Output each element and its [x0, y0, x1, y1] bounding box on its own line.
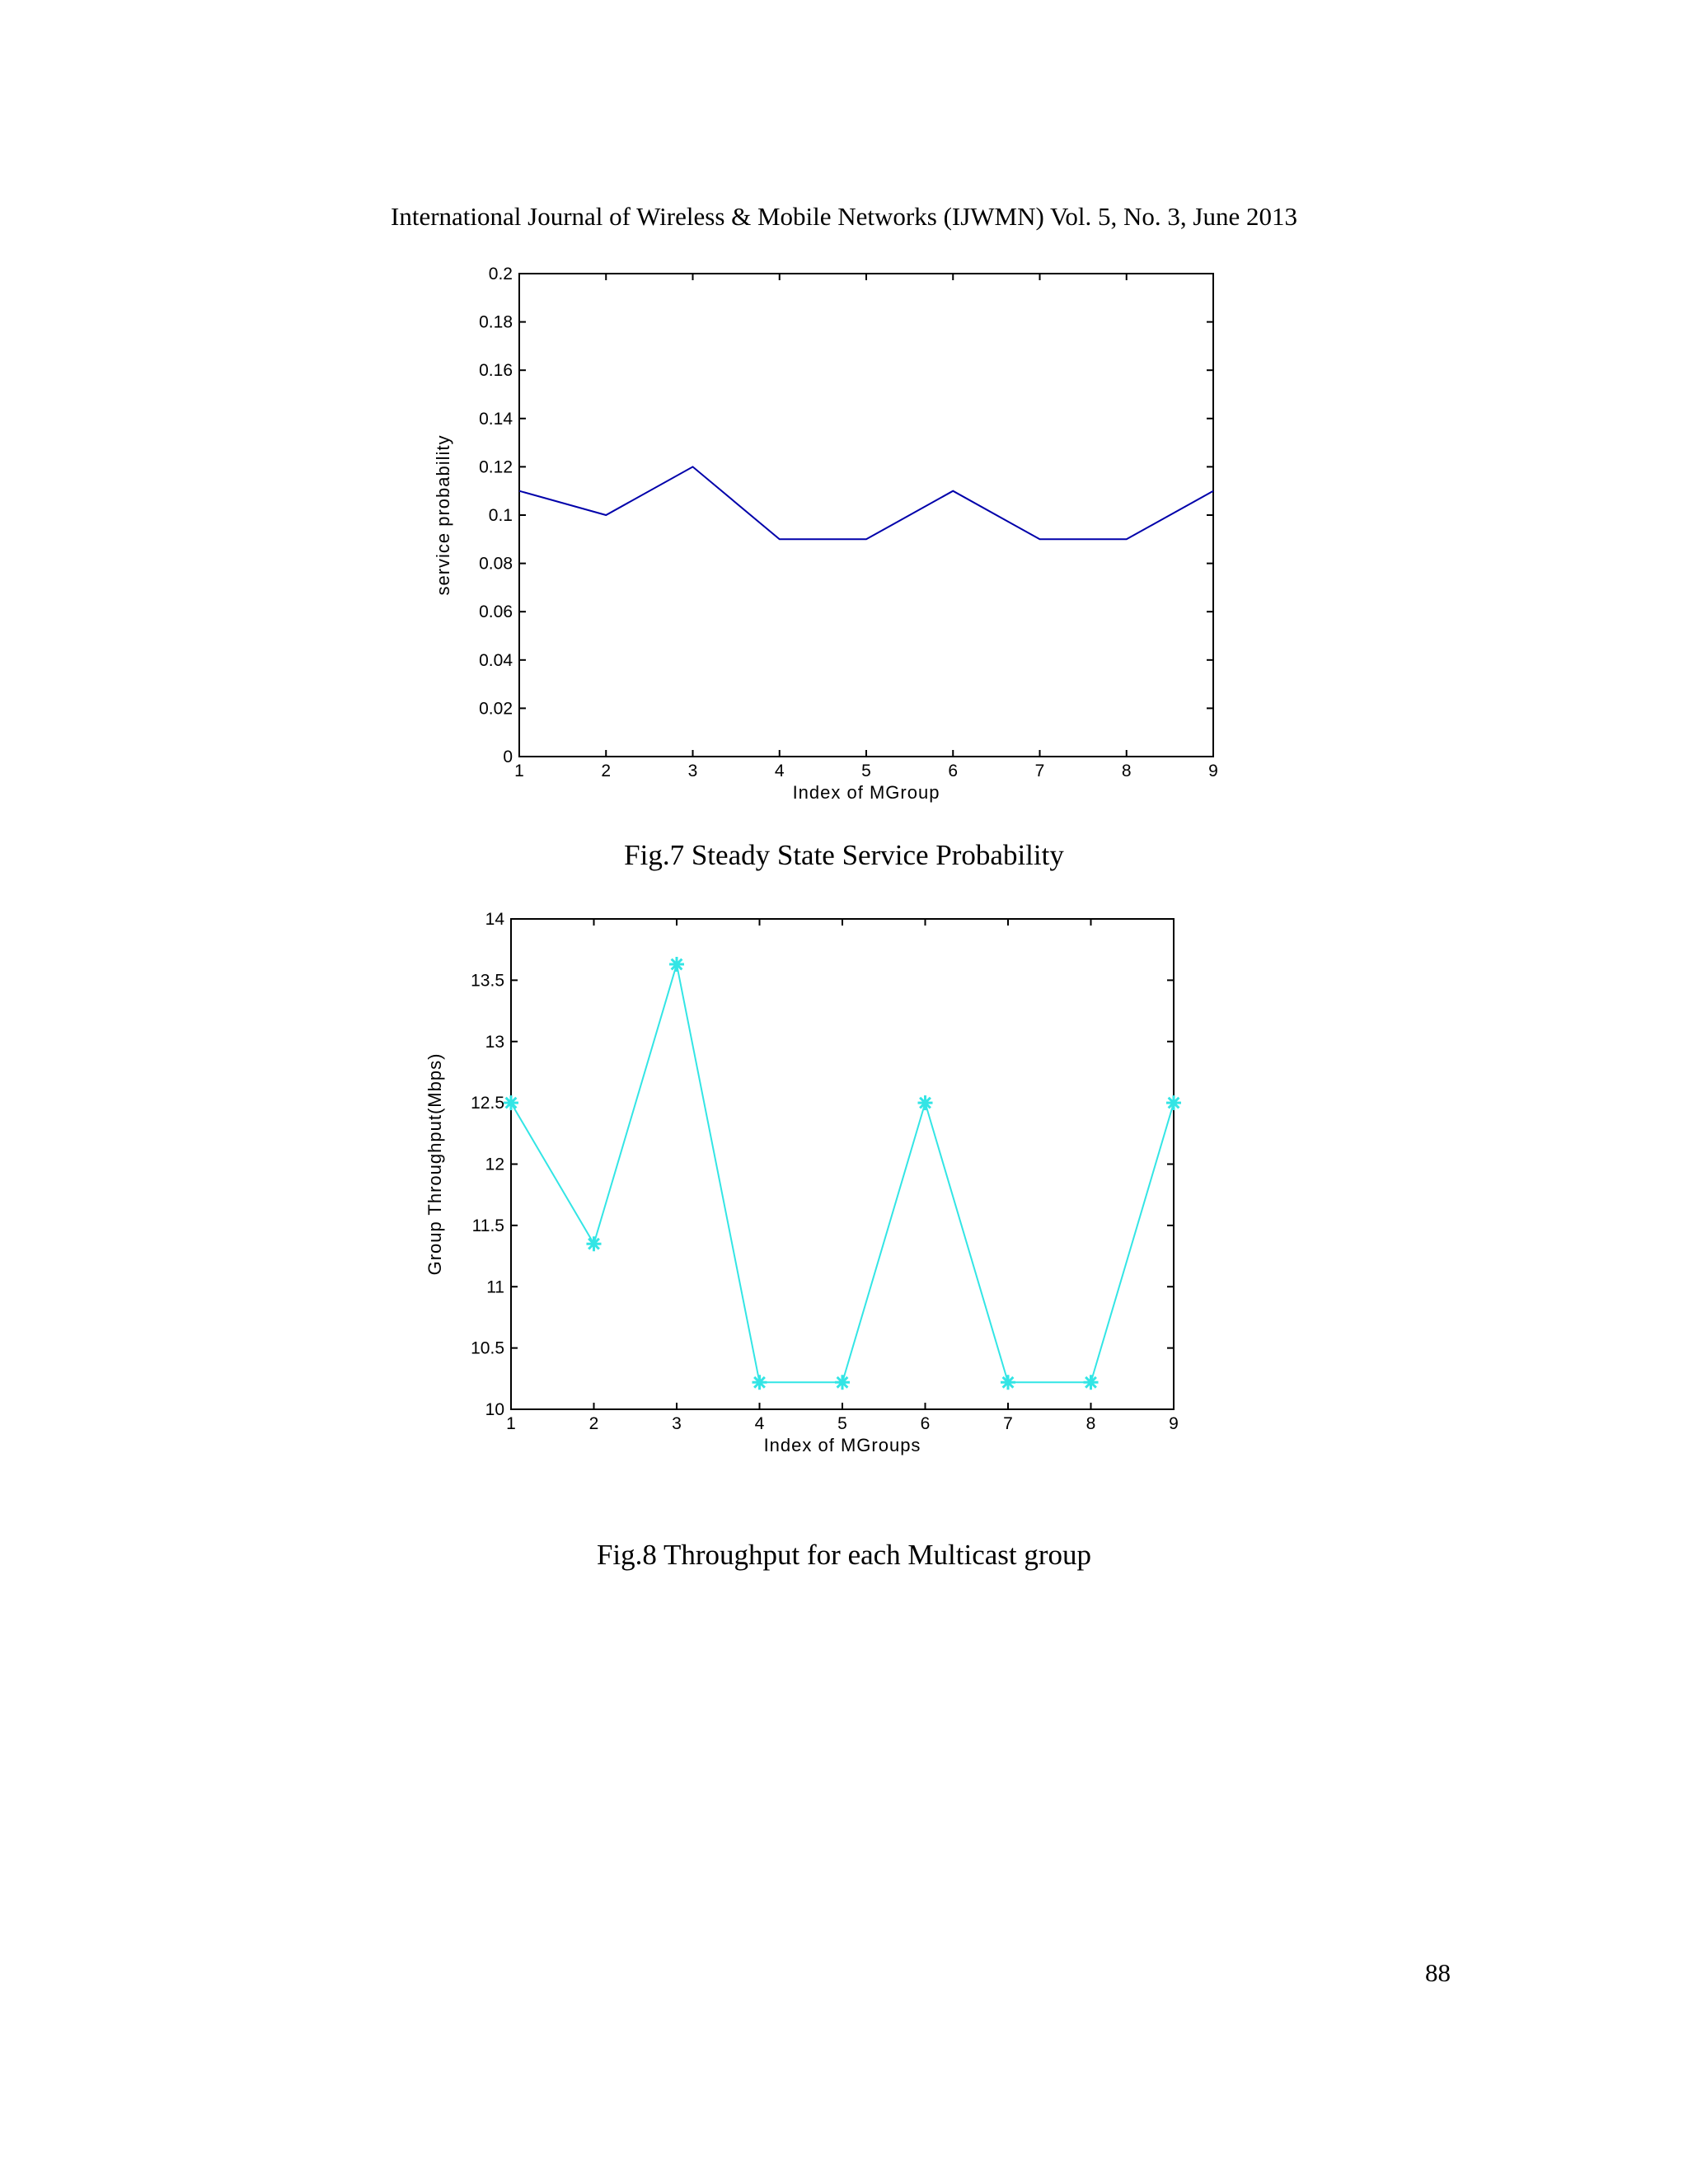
- fig8-data-point: [753, 1375, 767, 1390]
- running-header: International Journal of Wireless & Mobile Networks (IJWMN) Vol. 5, No. 3, June 2013: [391, 202, 1297, 231]
- fig7-ytick-label: 0.08: [479, 554, 513, 574]
- fig7-xtick-label: 1: [514, 762, 524, 780]
- fig7-xaxis-label: Index of MGroup: [792, 782, 940, 803]
- fig8-ytick-label: 13.5: [471, 971, 504, 991]
- fig8-data-point: [835, 1375, 850, 1390]
- fig7-ytick-label: 0.06: [479, 602, 513, 622]
- fig7-ytick-label: 0: [503, 748, 513, 766]
- fig7-xtick-label: 8: [1121, 762, 1132, 780]
- fig7-xtick-label: 3: [687, 762, 698, 780]
- fig7-series-line: [519, 466, 1213, 539]
- fig7-ytick-label: 0.14: [479, 409, 513, 429]
- fig7-ytick-label: 0.04: [479, 650, 513, 670]
- fig7-ytick-label: 0.2: [488, 265, 513, 284]
- fig8-ytick-label: 12: [485, 1155, 504, 1174]
- fig7-xtick-label: 7: [1034, 762, 1045, 780]
- fig8-ytick-label: 10: [485, 1400, 504, 1419]
- fig8-data-point: [918, 1095, 933, 1110]
- fig7-xtick-label: 5: [861, 762, 871, 780]
- fig7-ytick-label: 0.12: [479, 457, 513, 477]
- fig8-ytick-label: 13: [485, 1032, 504, 1052]
- fig8-ytick-label: 11.5: [471, 1216, 504, 1235]
- fig7-ytick-label: 0.18: [479, 312, 513, 332]
- figure-8-caption: Fig.8 Throughput for each Multicast group: [596, 1539, 1092, 1571]
- fig8-yaxis-label: Group Throughput(Mbps): [424, 1052, 445, 1276]
- page-number: 88: [1425, 1958, 1451, 1987]
- fig7-ytick-label: 0.1: [488, 506, 513, 525]
- figure-7-caption: Fig.7 Steady State Service Probability: [624, 839, 1064, 871]
- fig8-data-point: [669, 957, 684, 972]
- fig7-plot-frame: [519, 274, 1213, 757]
- figure-7-chart: [0, 239, 1688, 832]
- fig8-xtick-label: 9: [1169, 1414, 1179, 1433]
- fig8-xtick-label: 3: [672, 1414, 682, 1433]
- fig7-xtick-label: 6: [948, 762, 959, 780]
- fig8-xtick-label: 7: [1003, 1414, 1013, 1433]
- figure-8-chart: [0, 890, 1688, 1483]
- fig7-xtick-label: 4: [774, 762, 785, 780]
- fig8-data-point: [1166, 1095, 1181, 1110]
- fig8-plot-frame: [511, 919, 1174, 1409]
- fig7-ytick-label: 0.16: [479, 361, 513, 381]
- fig7-xtick-label: 9: [1208, 762, 1218, 780]
- fig8-xtick-label: 5: [837, 1414, 847, 1433]
- fig8-ytick-label: 10.5: [471, 1338, 504, 1358]
- fig8-data-point: [1084, 1375, 1099, 1390]
- fig8-xtick-label: 4: [754, 1414, 765, 1433]
- fig8-data-point: [587, 1236, 602, 1251]
- fig8-data-point: [504, 1095, 518, 1110]
- fig8-series-line: [511, 964, 1174, 1382]
- fig8-xtick-label: 8: [1085, 1414, 1096, 1433]
- fig8-xtick-label: 1: [506, 1414, 516, 1433]
- fig7-yaxis-label: service probability: [433, 434, 453, 596]
- fig8-ytick-label: 12.5: [471, 1094, 504, 1113]
- fig8-xaxis-label: Index of MGroups: [763, 1435, 921, 1455]
- fig8-ytick-label: 14: [485, 910, 504, 929]
- fig7-xtick-label: 2: [601, 762, 612, 780]
- fig8-ytick-label: 11: [486, 1277, 504, 1297]
- fig7-ytick-label: 0.02: [479, 699, 513, 719]
- fig8-xtick-label: 2: [588, 1414, 599, 1433]
- fig8-xtick-label: 6: [920, 1414, 931, 1433]
- fig8-data-point: [1001, 1375, 1015, 1390]
